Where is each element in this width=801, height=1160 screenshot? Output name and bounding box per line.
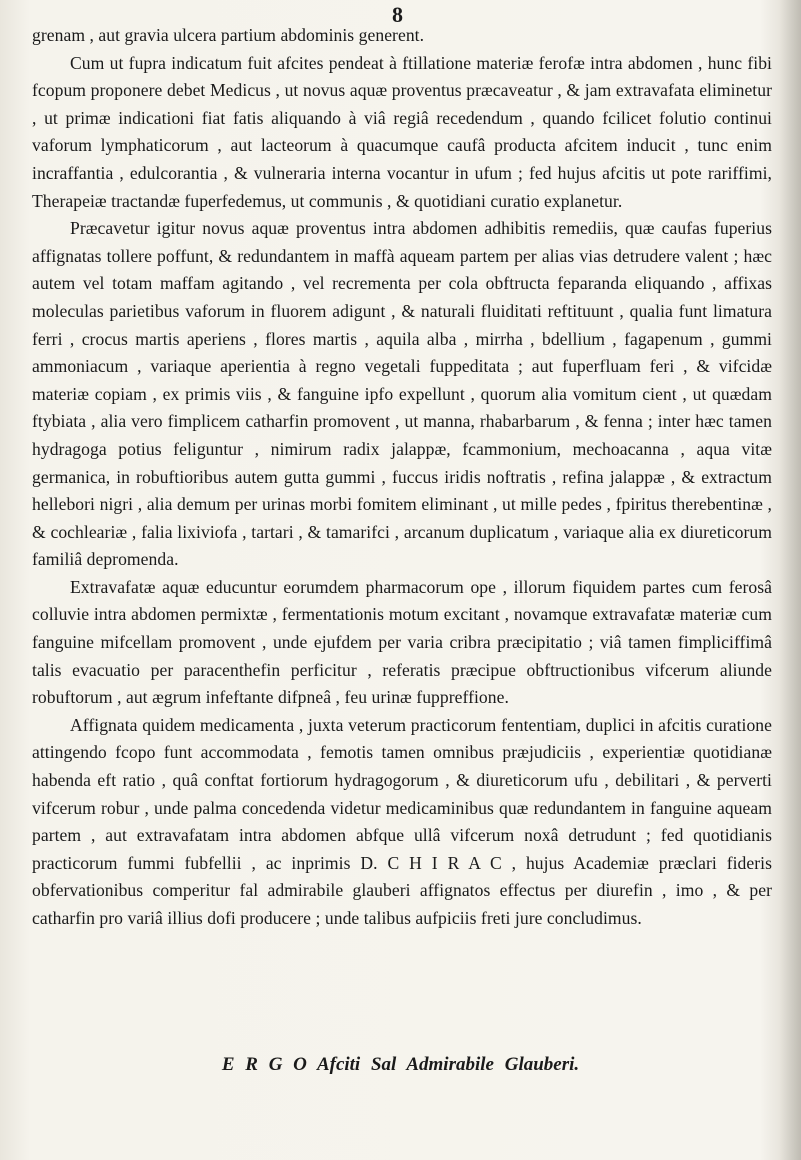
page-edge-shadow (779, 0, 801, 1160)
body-text (32, 22, 772, 933)
page-number: 8 (392, 2, 403, 27)
paragraph-medicaments: Affignata quidem medicamenta , juxta veterum practicorum fententiam, duplici in afcitis curatione attingendo fcopo funt accommodata , femotis tamen omnibus præjudiciis , experientiæ quotidianæ habenda eft ratio , quâ conftat fortiorum hydragogorum , & diureticorum ufu , debilitari , & perverti vifcerum robur , unde palma concedenda videtur medicaminibus quæ redundantem in fanguine aqueam partem , aut extravafatam intra abdomen abfque ullâ vifcerum noxâ detrudunt ; fed quotidianis practicorum fummi fubfellii , ac inprimis D. C H I R A C , hujus Academiæ præclari fideris obfervationibus comperitur fal admirabile glauberi affignatos effectus per diurefin , imo , & per catharfin pro variâ illius dofi producere ; unde talibus aufpiciis freti jure concludimus. (32, 714, 772, 928)
conclusion-line: E R G O Afciti Sal Admirabile Glauberi. (221, 1054, 580, 1075)
paragraph-prevention: Præcavetur igitur novus aquæ proventus intra abdomen adhibitis remediis, quæ caufas fuperius affignatas tollere poffunt, & redundantem in maffà aqueam partem per alias vias detrudere valent ; hæc autem vel totam maffam agitando , vel recrementa per cola obftructa feparanda eliquando , affixas moleculas parietibus vaforum in fluorem adigunt , & naturali fluiditati reftituunt , qualia funt limatura ferri , crocus martis aperiens , flores martis , aquila alba , mirrha , bdellium , fagapenum , gummi ammoniacum , variaque aperientia à regno vegetali fuppeditata ; aut fuperfluam feri , & vifcidæ materiæ copiam , ex primis viis , & fanguine ipfo expellunt , quorum alia vomitum cient , ut quædam ftybiata , alia vero fimplicem catharfin promovent , ut manna, rhabarbarum , & fenna ; inter hæc tamen hydragoga potius feliguntur , nimirum radix jalappæ, fcammonium, mechoacanna , aqua vitæ germanica, in robuftioribus autem gutta gummi , fuccus iridis noftratis , refina jalappæ , & extractum hellebori nigri , alia demum per urinas morbi fomitem eliminant , ut mille pedes , fpiritus therebentinæ , & cochleariæ , falia lixiviofa , tartari , & tamarifci , arcanum duplicatum , variaque alia ex diureticorum familiâ depromenda. (32, 218, 772, 570)
paragraph-evacuation: Extravafatæ aquæ educuntur eorumdem pharmacorum ope , illorum fiquidem partes cum ferosâ colluvie intra abdomen permixtæ , fermentationis motum excitant , novamque extravafatæ materiæ cum fanguine mifcellam promovent , unde ejufdem per varia cribra præcipitatio ; viâ tamen fimpliciffimâ talis evacuatio per paracenthefin perficitur , referatis præcipue obftructionibus vifcerum aliunde robuftorum , aut ægrum infeftante difpneâ , feu urinæ fuppreffione. (32, 576, 772, 708)
paragraph-continuation: grenam , aut gravia ulcera partium abdominis generent. (32, 25, 425, 45)
paragraph-cure-intro: Cum ut fupra indicatum fuit afcites pendeat à ftillatione materiæ ferofæ intra abdomen , hunc fibi fcopum proponere debet Medicus , ut novus aquæ proventus præcaveatur , & jam extravafata eliminetur , ut primæ indicationi fiat fatis aliquando à viâ regiâ recedendum , quando fcilicet folutio continui vaforum lymphaticorum , aut lacteorum à quacumque caufâ producta afcitem inducit , tunc enim incraffantia , edulcorantia , & vulneraria interna vocantur in ufum ; fed hujus afcitis ut pote rariffimi, Therapeiæ tractandæ fuperfedemus, ut communis , & quotidiani curatio explanetur. (32, 52, 772, 211)
